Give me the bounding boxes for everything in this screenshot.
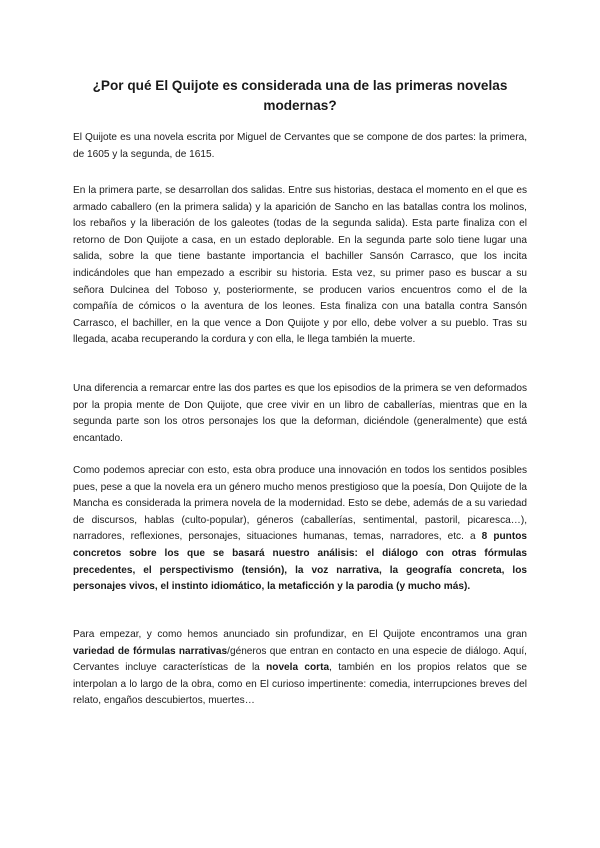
text-run: Una diferencia a remarcar entre las dos partes es que los episodios de la primera se ven deformados por la propia mente de Don Quijote, que cree vivir en un libro de caballerías, mientras que en la segunda parte son los otros personajes los que la deforman, diciéndole (generalmente) que está encantado.: [73, 383, 527, 444]
bold-text-run: novela corta: [266, 662, 330, 674]
paragraph-narrative-formulas: [73, 627, 527, 710]
text-run: Como podemos apreciar con esto, esta obra produce una innovación en todos los sentidos posibles pues, pese a que la novela era un género mucho menos prestigioso que la poesía, Don Quijote de la Mancha es considerada la primera novela de la modernidad. Esto se debe, además de a su variedad de discursos, hablas (culto-popular), géneros (caballerías, sentimental, pastoril, picaresca…), narradores, reflexiones, personajes, situaciones humanas, temas, narradores, etc. a: [73, 465, 527, 543]
text-run: El Quijote es una novela escrita por Miguel de Cervantes que se compone de dos partes: la primera, de 1605 y la segunda, de 1615.: [73, 132, 527, 160]
text-run: En la primera parte, se desarrollan dos salidas. Entre sus historias, destaca el momento en el que es armado caballero (en la primera salida) y la aparición de Sancho en las batallas contra los molinos, los rebaños y la liberación de los galeotes (todas de la segunda salida). Esta parte finaliza con el retorno de Don Quijote a casa, en un estado deplorable. En la segunda parte solo tiene lugar una salida, sobre la que tiene bastante importancia el bachiller Sansón Carrasco, que los incita indicándoles que han empezado a escribir su historia. Esta vez, su primer paso es buscar a su señora Dulcinea del Toboso y, posteriormente, se producen varios encuentros como el de la compañía de cómicos o la aventura de los leones. Esta finaliza con una batalla contra Sansón Carrasco, el bachiller, en la que vence a Don Quijote y por ello, debe volver a su pueblo. Tras su llegada, acaba recuperando la cordura y con ella, le llega también la muerte.: [73, 185, 527, 346]
paragraph-difference: [73, 381, 527, 447]
page-title: ¿Por qué El Quijote es considerada una de las primeras novelas modernas?: [92, 78, 508, 113]
paragraph-innovation: [73, 463, 527, 596]
text-run: Para empezar, y como hemos anunciado sin profundizar, en El Quijote encontramos una gran: [73, 629, 527, 640]
bold-text-run: 8 puntos concretos sobre los que se basará nuestro análisis: el diálogo con otras fórmulas precedentes, el perspectivismo (tensión), la voz narrativa, la geografía concreta, los personajes vivos, el instinto idiomático, la metaficción y la parodia (y mucho más).: [73, 531, 527, 593]
paragraph-first-part: [73, 183, 527, 349]
paragraph-intro: [73, 130, 527, 163]
text-run: , también en los propios relatos que se interpolan a lo largo de la obra, como en El curioso impertinente: comedia, interrupciones breves del relato, engaños descubiertos, muertes…: [73, 662, 527, 707]
text-run: /géneros que entran en contacto en una especie de diálogo. Aquí, Cervantes incluye características de la: [73, 645, 527, 674]
bold-text-run: variedad de fórmulas narrativas: [73, 645, 228, 657]
